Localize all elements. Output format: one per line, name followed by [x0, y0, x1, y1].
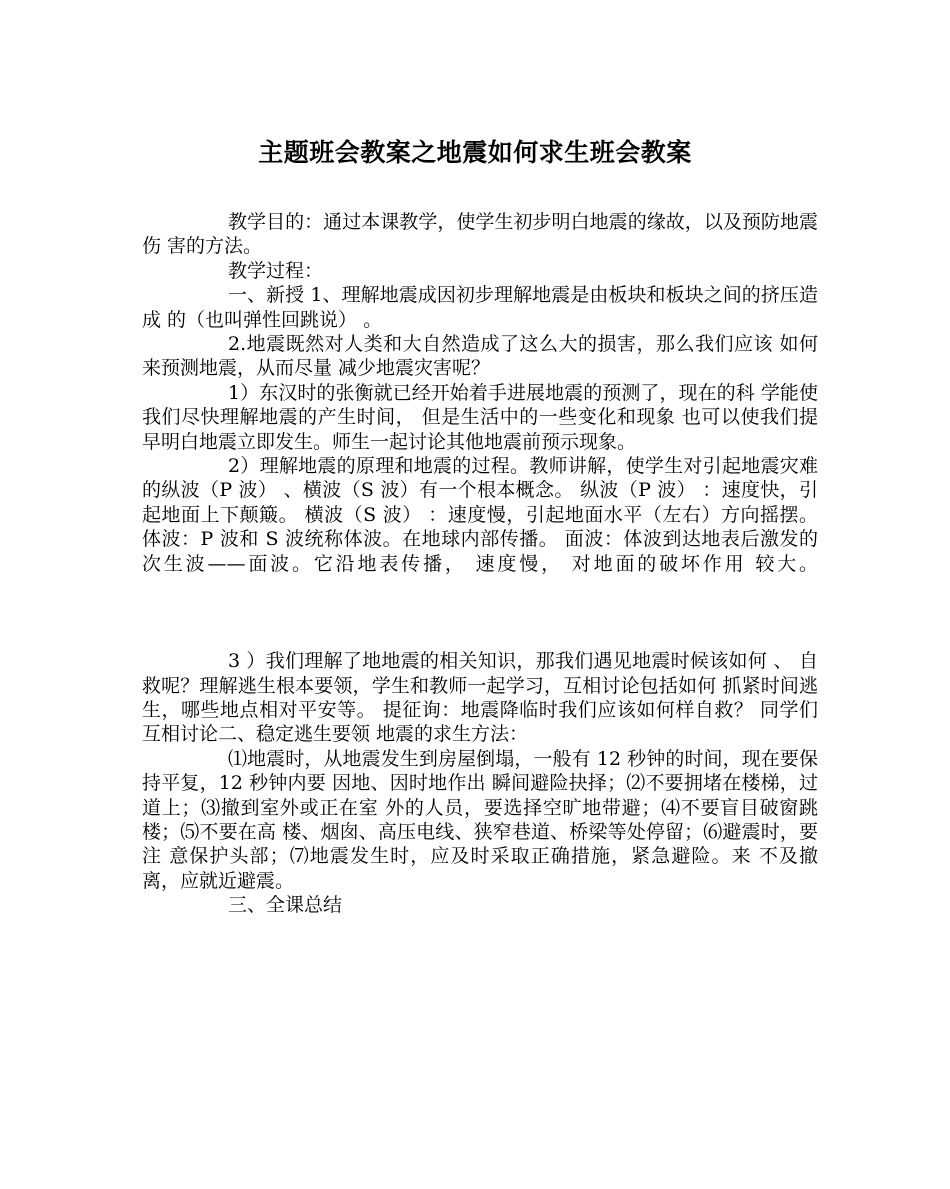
- paragraph-survival-methods: ⑴地震时，从地震发生到房屋倒塌，一般有 12 秒钟的时间，现在要保持平复，12 秒钟内要 因地、因时地作出 瞬间避险抉择；⑵不要拥堵在楼梯，过道上；⑶撤到室外或正在室 外的人员，要选择空旷地带避；⑷不要盲目破窗跳楼；⑸不要在高 楼、烟囱、高压电线、狭窄巷道、桥梁等处停留；⑹避震时，要注 意保护头部；⑺地震发生时，应及时采取正确措施，紧急避险。来 不及撤离，应就近避震。: [142, 747, 818, 892]
- paragraph-zhang-heng: 1）东汉时的张衡就已经开始着手进展地震的预测了，现在的科 学能使我们尽快理解地震的产生时间， 但是生活中的一些变化和现象 也可以使我们提早明白地震立即发生。师生一起讨论其他地震前预示现象。: [142, 381, 818, 453]
- paragraph-seismic-waves: 2）理解地震的原理和地震的过程。教师讲解，使学生对引起地震灾难的纵波（P 波） 、横波（S 波）有一个根本概念。 纵波（P 波） ：速度快，引起地面上下颠簸。 横波（S 波） ：速度慢，引起地面水平（左右）方向摇摆。 体波：P 波和 S 波统称体波。在地球内部传播。 面波：体波到达地表后激发的次生波——面波。它沿地表传播， 速度慢， 对地面的破坏作用 较大。: [142, 455, 818, 575]
- paragraph-prediction-question: 2.地震既然对人类和大自然造成了这么大的损害，那么我们应该 如何来预测地震，从而尽量 减少地震灾害呢？: [142, 333, 818, 380]
- paragraph-teaching-process: 教学过程：: [228, 259, 324, 282]
- paragraph-summary: 三、全课总结: [228, 894, 343, 917]
- paragraph-new-lesson: 一、新授 1、理解地震成因初步理解地震是由板块和板块之间的挤压造成 的（也叫弹性回跳说） 。: [142, 284, 818, 331]
- document-body: [142, 210, 818, 918]
- paragraph-self-rescue: 3 ）我们理解了地地震的相关知识，那我们遇见地震时候该如何 、 自救呢？理解逃生根本要领，学生和教师一起学习，互相讨论包括如何 抓紧时间逃生，哪些地点相对平安等。 提征询：地震降临时我们应该如何样自救？ 同学们互相讨论二、稳定逃生要领 地震的求生方法：: [142, 650, 818, 746]
- paragraph-teaching-goal: 教学目的：通过本课教学，使学生初步明白地震的缘故，以及预防地震伤 害的方法。: [142, 211, 818, 258]
- document-title: 主题班会教案之地震如何求生班会教案: [258, 138, 692, 167]
